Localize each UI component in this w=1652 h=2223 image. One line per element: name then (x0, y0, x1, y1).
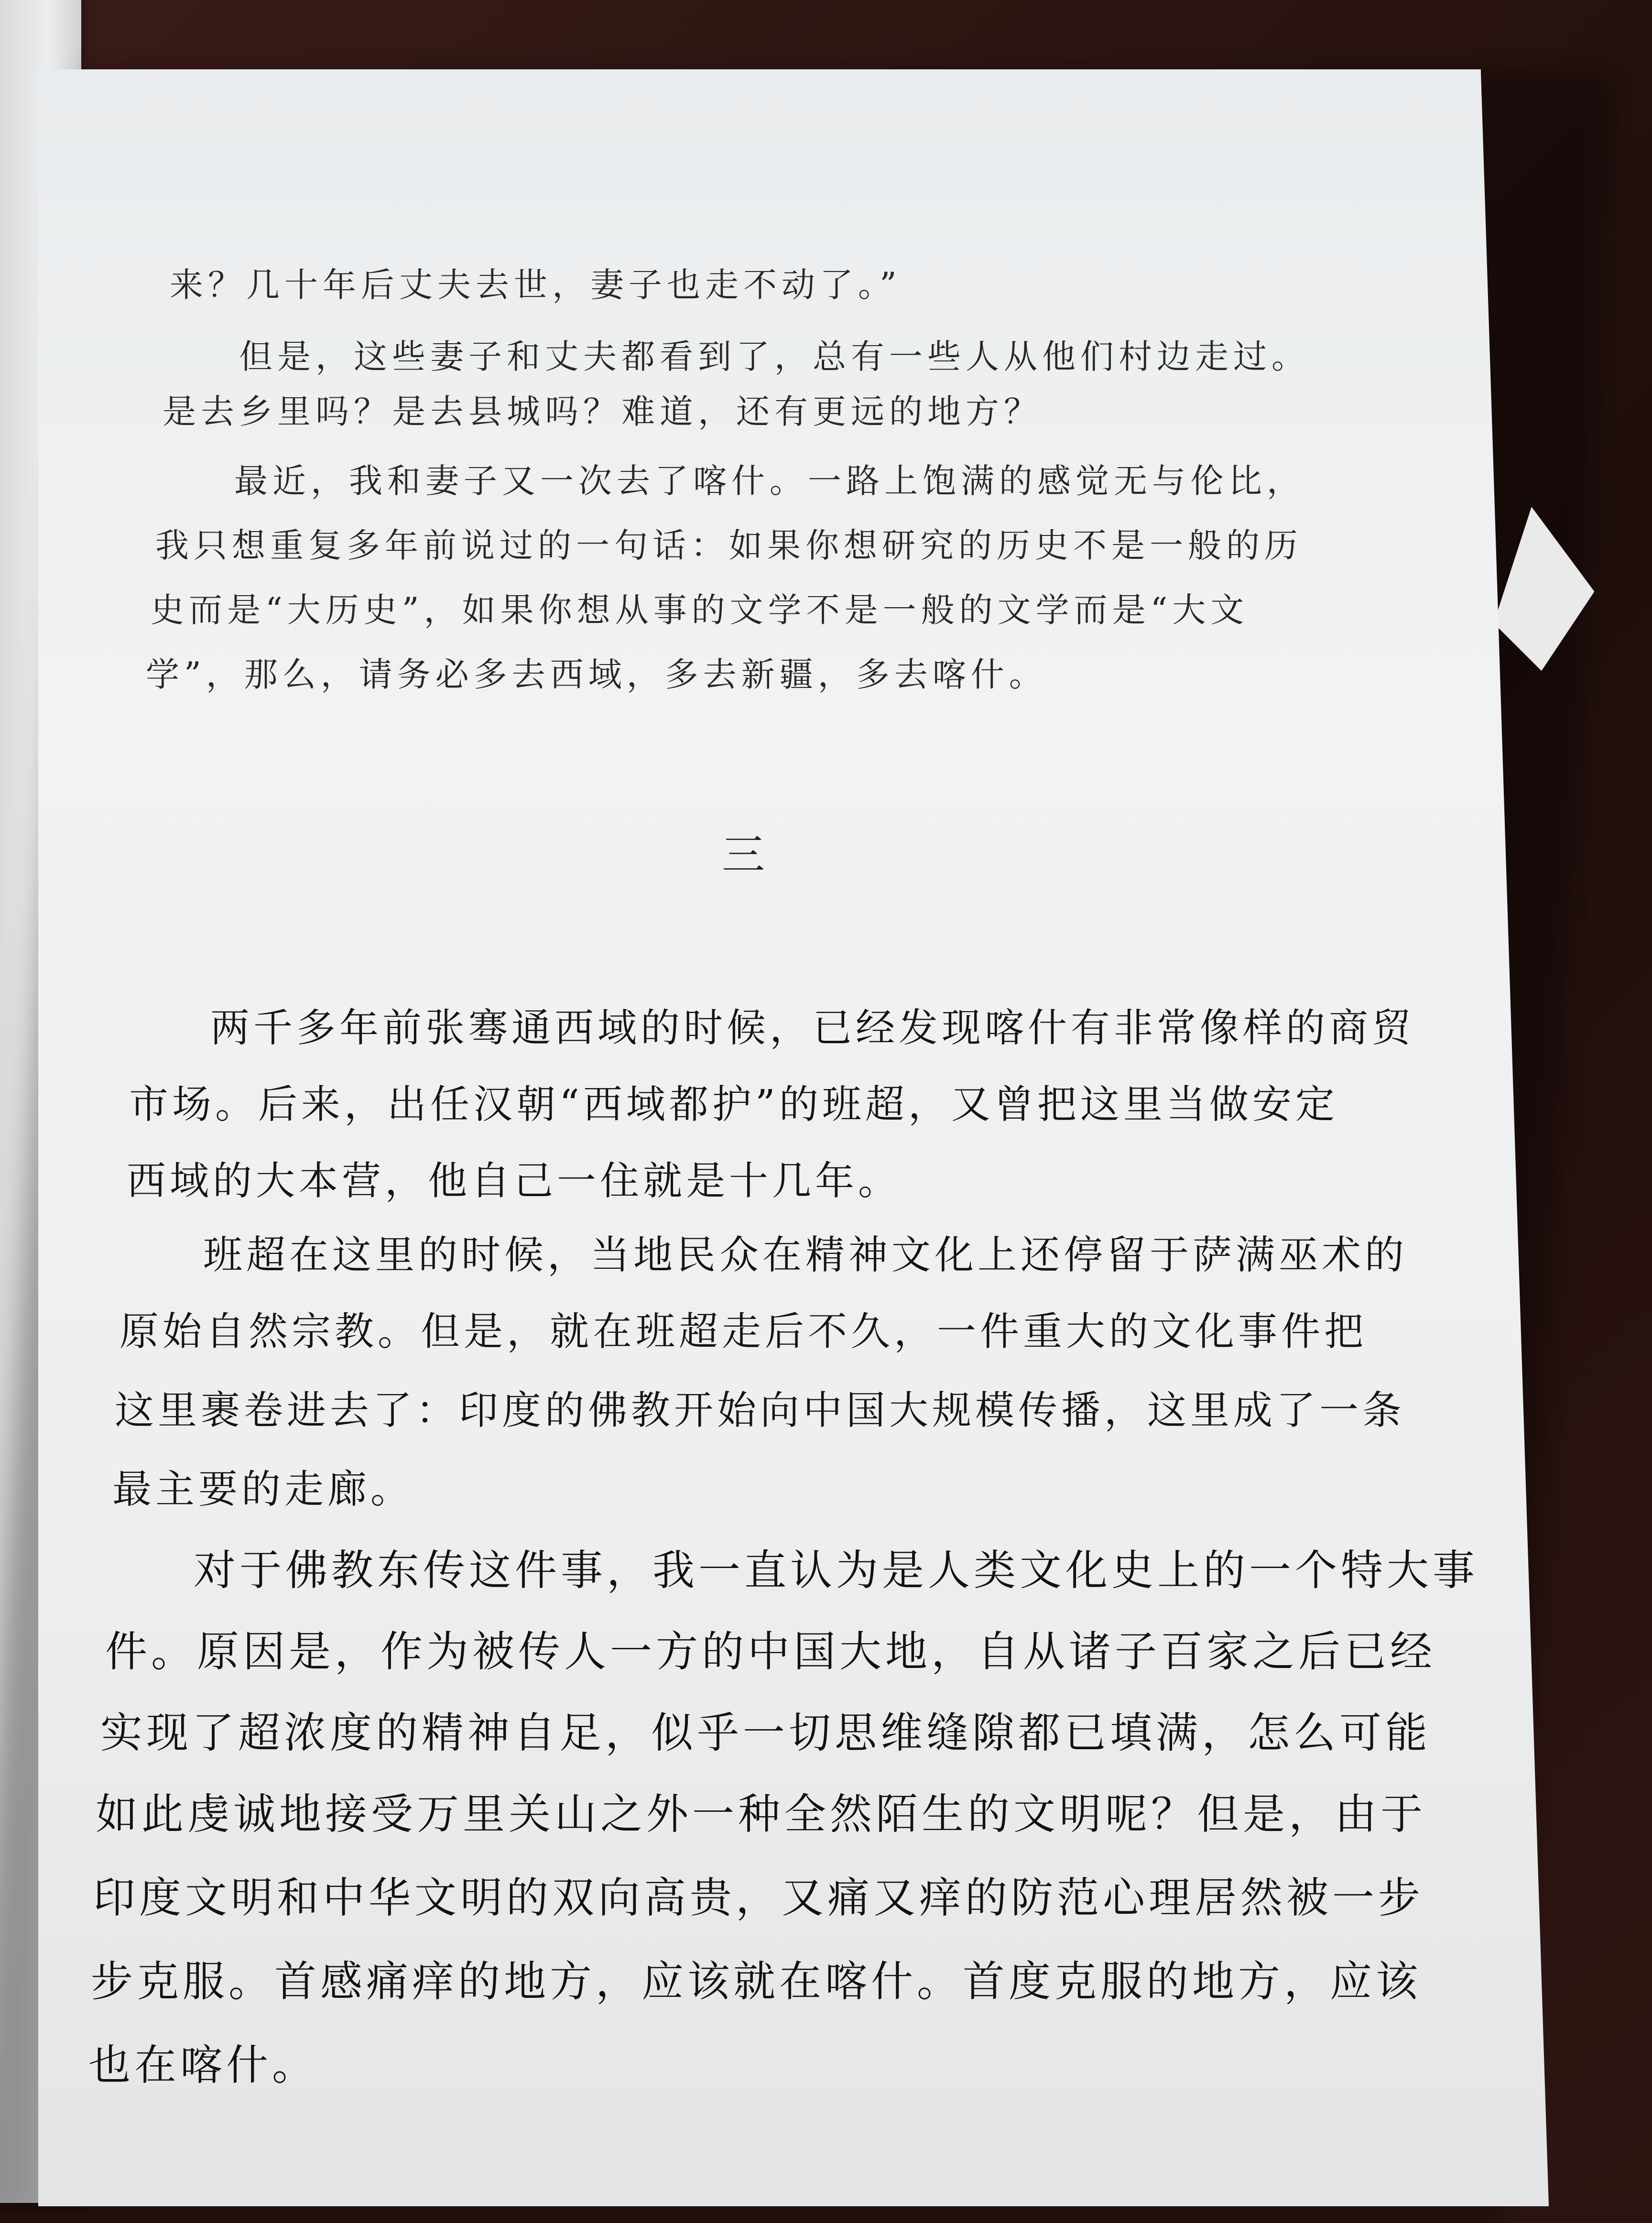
text-line: 我只想重复多年前说过的一句话：如果你想研究的历史不是一般的历 (155, 526, 1303, 565)
text-line: 步克服。首感痛痒的地方，应该就在喀什。首度克服的地方，应该 (91, 1957, 1422, 2006)
text-line: 这里裹卷进去了：印度的佛教开始向中国大规模传播，这里成了一条 (115, 1388, 1406, 1433)
text-line: 件。原因是，作为被传人一方的中国大地，自从诸子百家之后已经 (105, 1627, 1436, 1676)
text-line: 西域的大本营，他自己一住就是十几年。 (127, 1158, 902, 1204)
text-line: 史而是“大历史”，如果你想从事的文学不是一般的文学而是“大文 (151, 590, 1249, 630)
text-line: 最主要的走廊。 (112, 1467, 414, 1512)
text-line: 是去乡里吗？是去县城吗？难道，还有更远的地方？ (163, 392, 1042, 431)
text-line: 市场。后来，出任汉朝“西域都护”的班超，又曾把这里当做安定 (129, 1082, 1338, 1127)
text-line: 印度文明和中华文明的双向高贵，又痛又痒的防范心理居然被一步 (93, 1873, 1424, 1922)
text-line: 但是，这些妻子和丈夫都看到了，总有一些人从他们村边走过。 (239, 337, 1310, 376)
text-line: 实现了超浓度的精神自足，似乎一切思维缝隙都已填满，怎么可能 (100, 1708, 1432, 1757)
text-line: 来？几十年后丈夫去世，妻子也走不动了。” (170, 265, 902, 305)
text-line: 对于佛教东传这件事，我一直认为是人类文化史上的一个特大事 (194, 1546, 1479, 1595)
text-line: 也在喀什。 (88, 2040, 318, 2090)
text-line: 原始自然宗教。但是，就在班超走后不久，一件重大的文化事件把 (120, 1309, 1368, 1354)
text-line: 班超在这里的时候，当地民众在精神文化上还停留于萨满巫术的 (203, 1232, 1408, 1278)
text-line: 如此虔诚地接受万里关山之外一种全然陌生的文明呢？但是，由于 (96, 1789, 1427, 1839)
text-line: 最近，我和妻子又一次去了喀什。一路上饱满的感觉无与伦比， (234, 461, 1305, 501)
section-number: 三 (722, 830, 765, 880)
text-line: 学”，那么，请务必多去西域，多去新疆，多去喀什。 (146, 655, 1047, 694)
text-line: 两千多年前张骞通西域的时候，已经发现喀什有非常像样的商贸 (210, 1005, 1415, 1051)
